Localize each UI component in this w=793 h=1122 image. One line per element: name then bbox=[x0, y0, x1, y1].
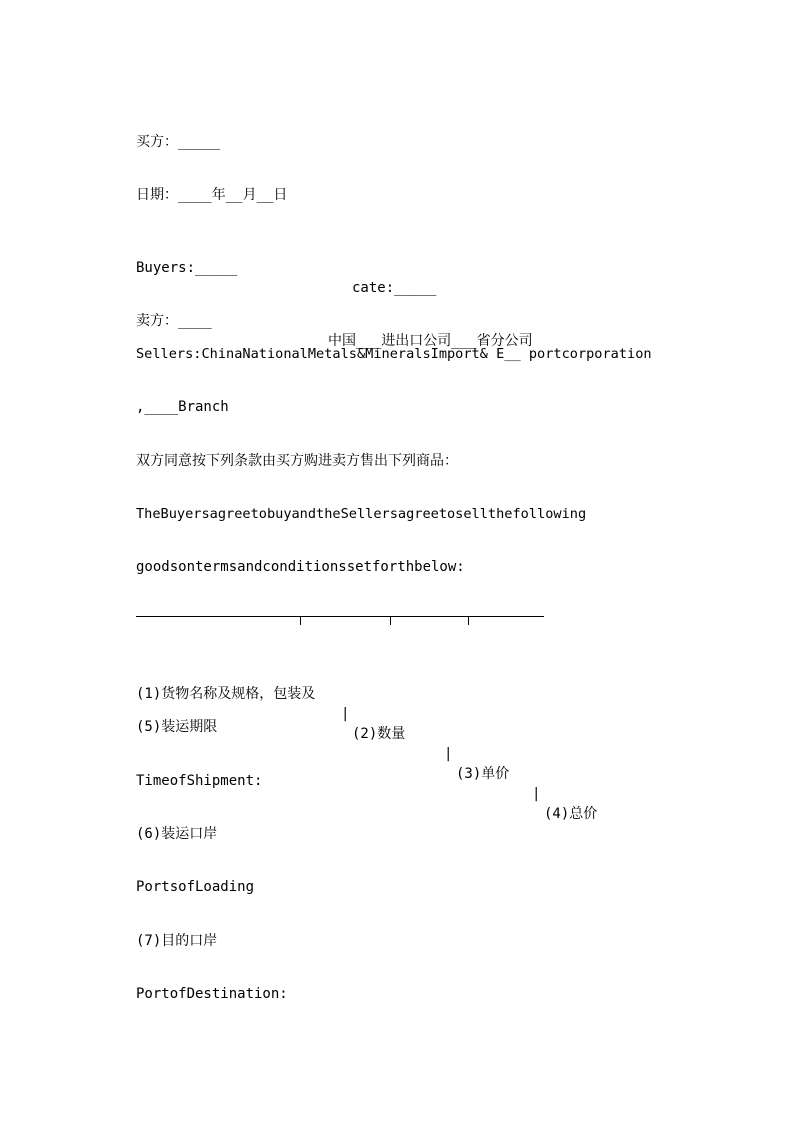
branch-en: ,____Branch bbox=[136, 399, 229, 415]
destination-port-en: PortofDestination: bbox=[136, 986, 288, 1002]
shipment-time-en: TimeofShipment: bbox=[136, 773, 263, 789]
destination-port-cn: (7)目的口岸 bbox=[136, 933, 218, 949]
table-rule-tick bbox=[468, 616, 469, 625]
table-header-unit-price: (3)单价 bbox=[456, 766, 510, 782]
loading-port-cn: (6)装运口岸 bbox=[136, 826, 218, 842]
shipment-time-cn: (5)装运期限 bbox=[136, 719, 218, 735]
seller-company-cn: 中国___进出口公司___省分公司 bbox=[328, 333, 533, 349]
agreement-en-1: TheBuyersagreetobuyandtheSellersagreetosellthefollowing bbox=[136, 506, 587, 522]
table-divider: | bbox=[341, 706, 350, 722]
table-rule-tick bbox=[300, 616, 301, 625]
table-divider: | bbox=[532, 786, 541, 802]
table-header-total-price: (4)总价 bbox=[544, 806, 598, 822]
loading-port-en: PortsofLoading bbox=[136, 879, 255, 895]
agreement-cn: 双方同意按下列条款由买方购进卖方售出下列商品： bbox=[136, 453, 458, 469]
table-header-goods: (1)货物名称及规格，包装及 bbox=[136, 686, 316, 702]
table-rule-line bbox=[136, 616, 544, 617]
seller-cn: 卖方：____ bbox=[136, 313, 212, 329]
date-en: cate:_____ bbox=[352, 280, 437, 296]
date-cn: 日期：____年__月__日 bbox=[136, 187, 288, 203]
table-rule-tick bbox=[390, 616, 391, 625]
table-header-quantity: (2)数量 bbox=[352, 726, 406, 742]
agreement-en-2: goodsontermsandconditionssetforthbelow: bbox=[136, 559, 465, 575]
sellers-en: Sellers:ChinaNationalMetals&MineralsImport& E__ portcorporation bbox=[136, 346, 652, 362]
buyers-en: Buyers:_____ bbox=[136, 260, 238, 276]
table-divider: | bbox=[444, 746, 453, 762]
buyer-cn: 买方：_____ bbox=[136, 134, 221, 150]
table-top-rule bbox=[136, 616, 544, 626]
